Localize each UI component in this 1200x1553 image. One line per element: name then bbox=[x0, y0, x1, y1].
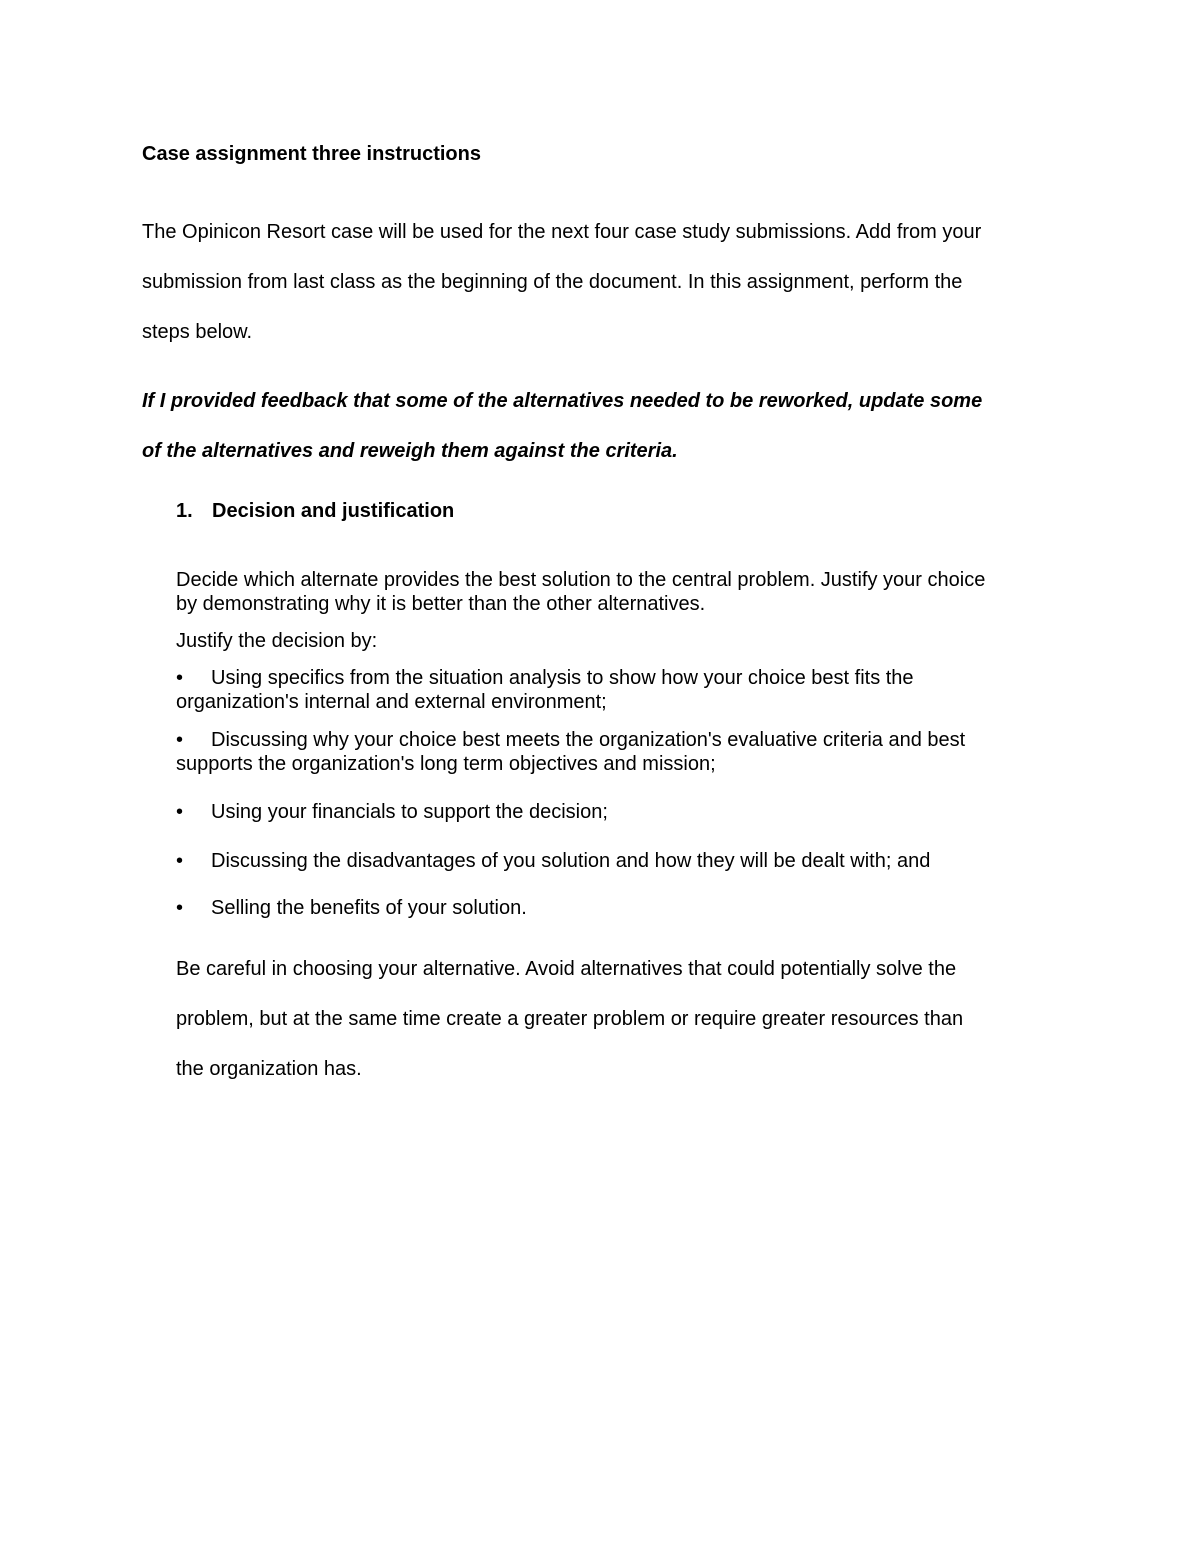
intro-line-3: steps below. bbox=[142, 321, 253, 343]
closing-paragraph bbox=[176, 944, 1066, 1094]
bullet-icon: • bbox=[176, 897, 184, 919]
justify-intro: Justify the decision by: bbox=[176, 630, 378, 652]
intro-line-2: submission from last class as the beginning of the document. In this assignment, perform the bbox=[142, 271, 963, 293]
list-item bbox=[176, 800, 1066, 824]
decision-line-1: Decide which alternate provides the best solution to the central problem. Justify your choice bbox=[176, 569, 986, 591]
list-item-text: organization's internal and external environment; bbox=[176, 691, 607, 713]
section-title: Decision and justification bbox=[212, 500, 455, 522]
intro-line-1: The Opinicon Resort case will be used for the next four case study submissions. Add from your bbox=[142, 221, 982, 243]
list-item-text: Using specifics from the situation analysis to show how your choice best fits the bbox=[211, 667, 914, 689]
list-item-text: Discussing the disadvantages of you solution and how they will be dealt with; and bbox=[211, 850, 931, 872]
list-item bbox=[176, 896, 1066, 920]
document-title: Case assignment three instructions bbox=[142, 143, 481, 165]
bullet-icon: • bbox=[176, 850, 184, 872]
list-item-text: Discussing why your choice best meets the organization's evaluative criteria and best bbox=[211, 729, 966, 751]
emphasis-line-1: If I provided feedback that some of the alternatives needed to be reworked, update some bbox=[142, 390, 983, 412]
section-heading bbox=[176, 498, 454, 524]
section-number: 1. bbox=[176, 500, 193, 522]
bullet-icon: • bbox=[176, 801, 184, 823]
closing-line-2: problem, but at the same time create a greater problem or require greater resources than bbox=[176, 1008, 964, 1030]
list-item bbox=[176, 666, 1066, 714]
emphasis-paragraph bbox=[142, 376, 1072, 476]
list-item-text: Selling the benefits of your solution. bbox=[211, 897, 527, 919]
list-item bbox=[176, 849, 1066, 873]
closing-line-3: the organization has. bbox=[176, 1058, 362, 1080]
closing-line-1: Be careful in choosing your alternative. Avoid alternatives that could potentially solve the bbox=[176, 958, 957, 980]
list-item bbox=[176, 728, 1066, 776]
decision-line-2: by demonstrating why it is better than the other alternatives. bbox=[176, 593, 706, 615]
bullet-icon: • bbox=[176, 729, 184, 751]
emphasis-line-2: of the alternatives and reweigh them against the criteria. bbox=[142, 440, 678, 462]
intro-paragraph bbox=[142, 207, 1072, 357]
bullet-icon: • bbox=[176, 667, 184, 689]
decision-paragraph bbox=[176, 568, 1066, 616]
list-item-text: supports the organization's long term objectives and mission; bbox=[176, 753, 716, 775]
list-item-text: Using your financials to support the decision; bbox=[211, 801, 608, 823]
